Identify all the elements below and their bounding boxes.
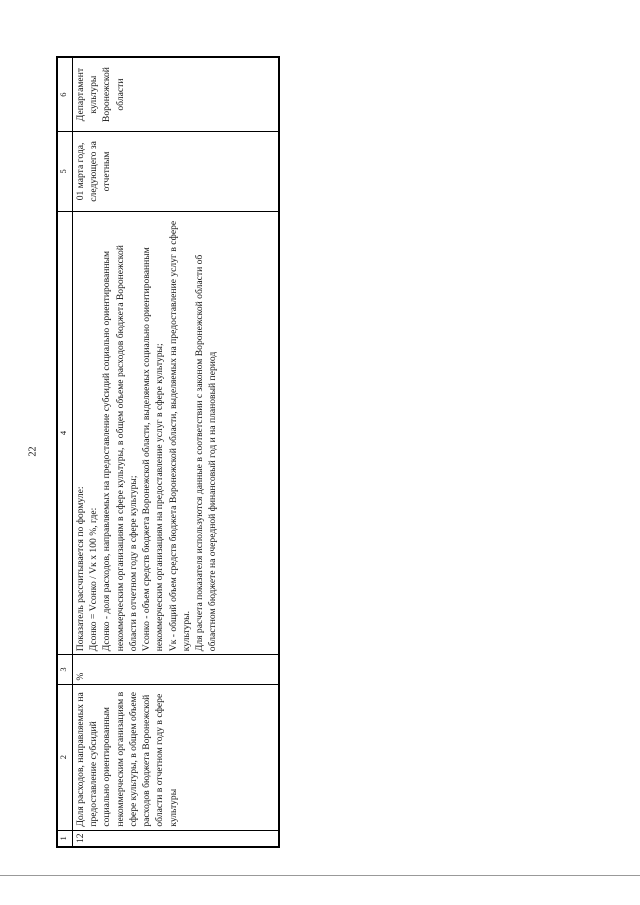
rotated-table-container bbox=[57, 57, 279, 847]
page-number: 22 bbox=[27, 446, 39, 457]
method-line: Для расчета показателя используются данные в соответствии с законом Воронежской области об областном бюджете на очередной финансовый год и на плановый период bbox=[194, 254, 219, 652]
indicator-table-frame bbox=[56, 56, 280, 848]
scan-edge-line bbox=[0, 875, 640, 876]
column-number-row bbox=[58, 58, 73, 847]
column-number-4: 4 bbox=[58, 211, 73, 655]
unit-of-measure: % bbox=[73, 655, 279, 684]
method-formula: Дсонко = Vсонко / Vк x 100 %, где: bbox=[88, 507, 100, 652]
column-number-5: 5 bbox=[58, 132, 73, 212]
method-line: Показатель рассчитывается по формуле: bbox=[75, 486, 86, 652]
calculation-method bbox=[73, 211, 279, 655]
indicator-table bbox=[57, 57, 279, 847]
table-row bbox=[73, 58, 279, 847]
reporting-deadline: 01 марта года, следующего за отчетным bbox=[73, 132, 279, 212]
method-line: Дсонко - доля расходов, направляемых на предоставление субсидий социально ориентированным некоммерческим организациям в сфере культуры, в общем объеме расходов бюджета Воронежской области в отчетном году в сфере культуры; bbox=[101, 245, 139, 652]
method-line: Vк - общий объем средств бюджета Воронежской области, выделяемых на предоставление услуг в сфере культуры. bbox=[167, 220, 192, 652]
row-number: 12 bbox=[73, 830, 279, 846]
column-number-2: 2 bbox=[58, 684, 73, 830]
indicator-name: Доля расходов, направляемых на предоставление субсидий социально ориентированным некоммерческим организациям в сфере культуры, в общем объеме расходов бюджета Воронежской области в отчетном году в сфере культуры bbox=[73, 684, 279, 830]
method-line: Vсонко - объем средств бюджета Воронежской области, выделяемых социально ориентированным некоммерческим организациям на предоставление услуг в сфере культуры; bbox=[141, 247, 166, 652]
responsible-executor: Департамент культуры Воронежской области bbox=[73, 58, 279, 132]
column-number-3: 3 bbox=[58, 655, 73, 684]
column-number-6: 6 bbox=[58, 58, 73, 132]
column-number-1: 1 bbox=[58, 830, 73, 846]
